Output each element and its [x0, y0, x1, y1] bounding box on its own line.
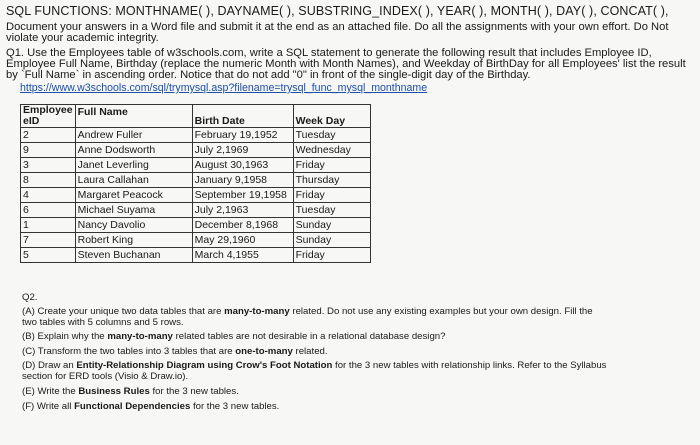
cell-birth: May 29,1960 [192, 233, 293, 248]
q2-item-a [22, 306, 593, 317]
q1-line-3: by `Full Name` in ascending order. Notice that do not add "0" in front of the single-digit day of the Birthday. [6, 69, 531, 81]
q2-c-text: (C) Transform the two tables into 3 tables that are [22, 346, 236, 357]
header-employee-id [21, 105, 76, 128]
cell-id: 1 [21, 218, 76, 233]
q2-item-a-line2: two tables with 5 columns and 5 rows. [22, 317, 184, 328]
cell-birth: February 19,1952 [192, 128, 293, 143]
cell-day: Tuesday [293, 128, 370, 143]
q2-b-text-end: related tables are not desirable in a relational database design? [172, 331, 446, 342]
cell-birth: March 4,1955 [192, 248, 293, 263]
cell-name: Margaret Peacock [75, 188, 192, 203]
cell-id: 9 [21, 143, 76, 158]
q2-f-bold: Functional Dependencies [74, 401, 191, 412]
table-row [21, 203, 371, 218]
q2-d-text: (D) Draw an [22, 360, 77, 371]
cell-id: 3 [21, 158, 76, 173]
q2-label: Q2. [22, 292, 38, 303]
table-header-row [21, 105, 371, 128]
cell-name: Andrew Fuller [75, 128, 192, 143]
q2-item-b [22, 331, 445, 342]
q2-f-text: (F) Write all [22, 401, 75, 412]
cell-birth: July 2,1963 [192, 203, 293, 218]
cell-id: 5 [21, 248, 76, 263]
cell-day: Wednesday [293, 143, 370, 158]
cell-birth: December 8,1968 [192, 218, 293, 233]
cell-birth: January 9,1958 [192, 173, 293, 188]
table-row [21, 188, 371, 203]
page-title: SQL FUNCTIONS: MONTHNAME( ), DAYNAME( ), SUBSTRING_INDEX( ), YEAR( ), MONTH( ), DAY( ), CONCAT( ), [6, 4, 669, 18]
header-employee-id-line2: eID [23, 115, 40, 127]
header-birth-date: Birth Date [192, 105, 293, 128]
employee-result-table [20, 104, 371, 263]
table-row [21, 128, 371, 143]
cell-birth: September 19,1958 [192, 188, 293, 203]
cell-id: 2 [21, 128, 76, 143]
table-row [21, 218, 371, 233]
header-week-day: Week Day [293, 105, 370, 128]
cell-id: 6 [21, 203, 76, 218]
q2-b-text: (B) Explain why the [22, 331, 108, 342]
cell-id: 8 [21, 173, 76, 188]
cell-day: Friday [293, 188, 370, 203]
header-employee-id-line1: Employee [23, 104, 73, 116]
cell-day: Tuesday [293, 203, 370, 218]
cell-name: Janet Leverling [75, 158, 192, 173]
q2-e-text-end: for the 3 new tables. [149, 386, 239, 397]
w3schools-link[interactable]: https://www.w3schools.com/sql/trymysql.asp?filename=trysql_func_mysql_monthname [20, 82, 428, 94]
cell-day: Friday [293, 248, 370, 263]
q2-item-e [22, 386, 239, 397]
q2-f-text-end: for the 3 new tables. [190, 401, 280, 412]
q2-d-text-end: for the 3 new tables with relationship links. Refer to the Syllabus [332, 360, 607, 371]
cell-birth: August 30,1963 [192, 158, 293, 173]
q2-b-bold: many-to-many [107, 331, 173, 342]
q2-e-bold: Business Rules [78, 386, 150, 397]
q2-item-f [22, 401, 279, 412]
q2-a-bold: many-to-many [224, 306, 290, 317]
cell-name: Michael Suyama [75, 203, 192, 218]
cell-day: Thursday [293, 173, 370, 188]
q2-e-text: (E) Write the [22, 386, 79, 397]
cell-day: Sunday [293, 233, 370, 248]
cell-name: Anne Dodsworth [75, 143, 192, 158]
cell-name: Laura Callahan [75, 173, 192, 188]
cell-name: Nancy Davolio [75, 218, 192, 233]
q2-c-text-end: related. [292, 346, 328, 357]
q1-line-2: Employee Full Name, Birthday (replace the numeric Month with Month Names), and Weekday of BirthDay for all Employees' list the result [6, 58, 686, 70]
cell-name: Robert King [75, 233, 192, 248]
q2-a-text: (A) Create your unique two data tables that are [22, 306, 225, 317]
table-row [21, 173, 371, 188]
q2-d-bold: Entity-Relationship Diagram using Crow's Foot Notation [76, 360, 333, 371]
q2-item-c [22, 346, 328, 357]
cell-day: Friday [293, 158, 370, 173]
q2-item-d-line2: section for ERD tools (Visio & Draw.io). [22, 371, 189, 382]
q2-c-bold: one-to-many [235, 346, 293, 357]
cell-birth: July 2,1969 [192, 143, 293, 158]
table-row [21, 158, 371, 173]
q2-item-d [22, 360, 606, 371]
intro-line-1: Document your answers in a Word file and submit it at the end as an attached file. Do all the assignments with your own effort. Do Not [6, 21, 669, 33]
q2-a-text-end: related. Do not use any existing examples but your own design. Fill the [289, 306, 593, 317]
q1-line-1: Q1. Use the Employees table of w3schools.com, write a SQL statement to generate the following result that includes Employee ID, [6, 47, 652, 59]
table-row [21, 233, 371, 248]
intro-line-2: violate your academic integrity. [6, 32, 159, 44]
cell-day: Sunday [293, 218, 370, 233]
cell-id: 4 [21, 188, 76, 203]
table-row [21, 248, 371, 263]
table-row [21, 143, 371, 158]
cell-id: 7 [21, 233, 76, 248]
header-full-name: Full Name [75, 105, 192, 128]
cell-name: Steven Buchanan [75, 248, 192, 263]
